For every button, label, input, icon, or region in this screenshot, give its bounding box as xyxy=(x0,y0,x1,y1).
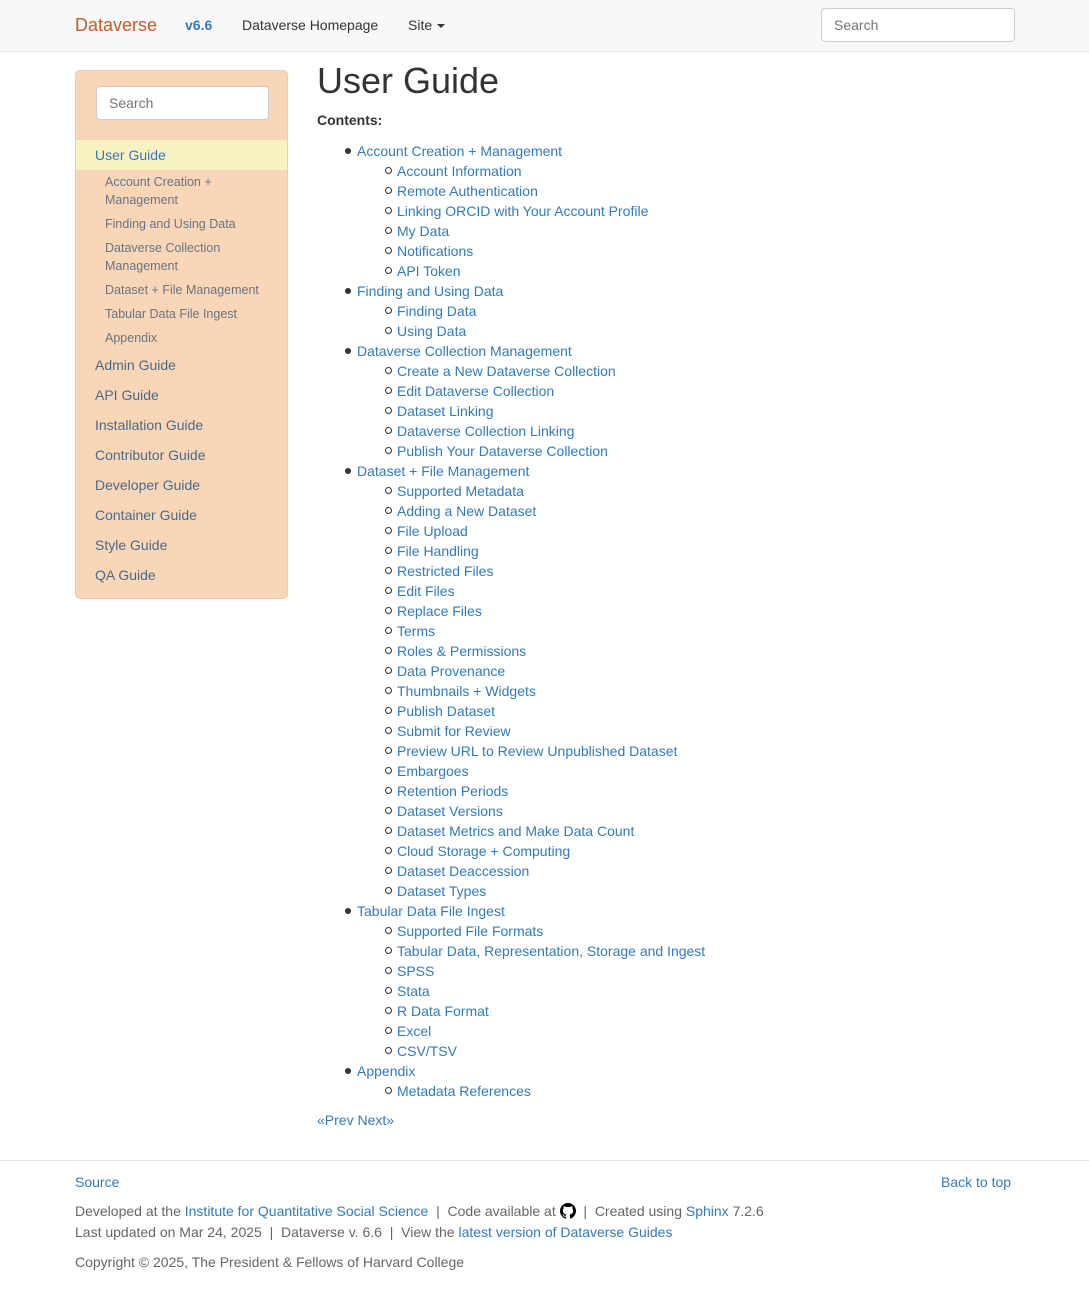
toc-subitem xyxy=(357,821,917,841)
brand-link[interactable]: Dataverse xyxy=(75,15,158,35)
footer-divider xyxy=(0,1160,1089,1161)
toc-subitem xyxy=(357,921,917,941)
toc-subitem-link[interactable]: Dataset Versions xyxy=(397,801,917,821)
top-navbar xyxy=(0,0,1089,52)
toc-subitem-link[interactable]: Preview URL to Review Unpublished Dataset xyxy=(397,741,917,761)
toc-subitem-link[interactable]: Edit Dataverse Collection xyxy=(397,381,917,401)
copyright: Copyright © 2025, The President & Fellows of Harvard College xyxy=(75,1254,465,1270)
toc-subitem-link[interactable]: Publish Your Dataverse Collection xyxy=(397,441,917,461)
toc-subitem xyxy=(357,501,917,521)
created-using-text: Created using xyxy=(594,1203,682,1219)
toc-subitem xyxy=(357,981,917,1001)
sidebar-subitem-finding-data[interactable]: Finding and Using Data xyxy=(105,217,236,231)
version-link[interactable]: v6.6 xyxy=(185,17,213,33)
toc-subitem-link[interactable]: Account Information xyxy=(397,161,917,181)
toc-subitem xyxy=(357,801,917,821)
toc-subitem xyxy=(357,541,917,561)
toc-subitem-link[interactable]: Restricted Files xyxy=(397,561,917,581)
github-icon xyxy=(560,1203,576,1219)
toc-subitem-link[interactable]: Stata xyxy=(397,981,917,1001)
sidebar-subitem-account-creation[interactable]: Account Creation + Management xyxy=(105,175,212,207)
code-available-text: Code available at xyxy=(447,1203,556,1219)
next-link[interactable]: Next» xyxy=(357,1112,395,1128)
toc-sublist xyxy=(357,161,917,281)
separator: | xyxy=(269,1224,274,1240)
toc-sublist xyxy=(357,1081,917,1101)
toc-subitem xyxy=(357,401,917,421)
toc-section xyxy=(317,1061,917,1101)
sidebar-subitem-appendix[interactable]: Appendix xyxy=(105,331,158,345)
toc-sublist xyxy=(357,921,917,1061)
site-menu-dropdown[interactable] xyxy=(408,17,445,33)
toc-subitem-link[interactable]: My Data xyxy=(397,221,917,241)
toc-subitem-link[interactable]: Finding Data xyxy=(397,301,917,321)
toc-subitem-link[interactable]: Edit Files xyxy=(397,581,917,601)
toc-subitem-link[interactable]: Supported Metadata xyxy=(397,481,917,501)
toc-section xyxy=(317,141,917,281)
contents-label: Contents: xyxy=(317,112,383,128)
github-link[interactable] xyxy=(560,1203,576,1219)
site-menu-label: Site xyxy=(408,17,433,33)
toc-subitem-link[interactable]: SPSS xyxy=(397,961,917,981)
toc-subitem-link[interactable]: CSV/TSV xyxy=(397,1041,917,1061)
toc-subitem xyxy=(357,221,917,241)
iqss-link[interactable]: Institute for Quantitative Social Science xyxy=(184,1203,429,1219)
toc-sublist xyxy=(357,301,917,341)
table-of-contents xyxy=(317,141,917,1101)
back-to-top-link[interactable]: Back to top xyxy=(941,1174,1012,1190)
toc-subitem xyxy=(357,441,917,461)
toc-sublist xyxy=(357,481,917,901)
toc-subitem-link[interactable]: Embargoes xyxy=(397,761,917,781)
source-link[interactable]: Source xyxy=(75,1174,120,1190)
toc-subitem xyxy=(357,961,917,981)
separator: | xyxy=(389,1224,394,1240)
toc-subitem xyxy=(357,641,917,661)
toc-section-link[interactable]: Dataset + File Management xyxy=(357,461,917,481)
sidebar-item-developer-guide[interactable]: Developer Guide xyxy=(95,477,201,493)
toc-section xyxy=(317,281,917,341)
sphinx-link[interactable]: Sphinx xyxy=(685,1203,729,1219)
sidebar-search-input[interactable] xyxy=(96,86,269,120)
footer-credits xyxy=(75,1203,764,1219)
sidebar-item-qa-guide[interactable]: QA Guide xyxy=(95,567,156,583)
toc-section xyxy=(317,901,917,1061)
toc-subitem-link[interactable]: Data Provenance xyxy=(397,661,917,681)
toc-subitem-link[interactable]: Notifications xyxy=(397,241,917,261)
toc-section xyxy=(317,341,917,461)
toc-subitem xyxy=(357,301,917,321)
caret-down-icon xyxy=(437,24,445,28)
sidebar-subitem-tabular-ingest[interactable]: Tabular Data File Ingest xyxy=(105,307,238,321)
toc-subitem-link[interactable]: Replace Files xyxy=(397,601,917,621)
toc-subitem xyxy=(357,861,917,881)
sidebar-item-contributor-guide[interactable]: Contributor Guide xyxy=(95,447,206,463)
toc-subitem xyxy=(357,841,917,861)
sidebar-subitem-collection-management[interactable]: Dataverse Collection Management xyxy=(105,241,221,273)
toc-subitem xyxy=(357,941,917,961)
toc-subitem xyxy=(357,361,917,381)
toc-subitem xyxy=(357,321,917,341)
toc-subitem xyxy=(357,601,917,621)
sidebar-item-installation-guide[interactable]: Installation Guide xyxy=(95,417,204,433)
toc-subitem-link[interactable]: File Upload xyxy=(397,521,917,541)
toc-subitem-link[interactable]: R Data Format xyxy=(397,1001,917,1021)
toc-subitem xyxy=(357,741,917,761)
dataverse-homepage-link[interactable]: Dataverse Homepage xyxy=(242,17,379,33)
view-the-text: View the xyxy=(401,1224,455,1240)
toc-subitem xyxy=(357,381,917,401)
toc-subitem xyxy=(357,761,917,781)
toc-subitem xyxy=(357,181,917,201)
toc-section-link[interactable]: Account Creation + Management xyxy=(357,141,917,161)
sidebar-item-admin-guide[interactable]: Admin Guide xyxy=(95,357,176,373)
prev-link[interactable]: «Prev xyxy=(317,1112,354,1128)
toc-subitem-link[interactable]: Dataverse Collection Linking xyxy=(397,421,917,441)
toc-subitem xyxy=(357,721,917,741)
separator: | xyxy=(436,1203,440,1219)
separator: | xyxy=(583,1203,588,1219)
toc-subitem-link[interactable]: Tabular Data, Representation, Storage and Ingest xyxy=(397,941,917,961)
toc-subitem-link[interactable]: Dataset Types xyxy=(397,881,917,901)
toc-subitem-link[interactable]: Terms xyxy=(397,621,917,641)
toc-subitem xyxy=(357,1081,917,1101)
sidebar-item-user-guide[interactable]: User Guide xyxy=(76,140,287,170)
sidebar-subitem-dataset-file-management[interactable]: Dataset + File Management xyxy=(105,283,259,297)
dataverse-version-text: Dataverse v. 6.6 xyxy=(281,1224,382,1240)
toc-subitem xyxy=(357,421,917,441)
toc-subitem xyxy=(357,561,917,581)
toc-subitem xyxy=(357,661,917,681)
toc-list xyxy=(317,141,917,1101)
toc-subitem xyxy=(357,1041,917,1061)
toc-subitem xyxy=(357,201,917,221)
toc-subitem xyxy=(357,161,917,181)
toc-subitem xyxy=(357,241,917,261)
pager xyxy=(317,1112,394,1128)
toc-subitem xyxy=(357,1001,917,1021)
sidebar-item-api-guide[interactable]: API Guide xyxy=(95,387,159,403)
toc-subitem xyxy=(357,701,917,721)
toc-subitem-link[interactable]: File Handling xyxy=(397,541,917,561)
toc-subitem-link[interactable]: Publish Dataset xyxy=(397,701,917,721)
toc-subitem xyxy=(357,581,917,601)
toc-section xyxy=(317,461,917,901)
latest-guides-link[interactable]: latest version of Dataverse Guides xyxy=(458,1224,673,1240)
toc-subitem xyxy=(357,481,917,501)
sphinx-version: 7.2.6 xyxy=(732,1203,764,1219)
toc-subitem-link[interactable]: Using Data xyxy=(397,321,917,341)
sidebar-item-style-guide[interactable]: Style Guide xyxy=(95,537,168,553)
toc-subitem xyxy=(357,621,917,641)
page-title: User Guide xyxy=(317,60,500,101)
toc-subitem xyxy=(357,681,917,701)
toc-subitem-link[interactable]: Remote Authentication xyxy=(397,181,917,201)
footer-version-info xyxy=(75,1224,672,1240)
toc-subitem-link[interactable]: Dataset Deaccession xyxy=(397,861,917,881)
toc-sublist xyxy=(357,361,917,461)
sidebar-item-container-guide[interactable]: Container Guide xyxy=(95,507,197,523)
toc-subitem-link[interactable]: Cloud Storage + Computing xyxy=(397,841,917,861)
toc-subitem xyxy=(357,261,917,281)
toc-subitem xyxy=(357,881,917,901)
toc-subitem-link[interactable]: Dataset Metrics and Make Data Count xyxy=(397,821,917,841)
toc-subitem-link[interactable]: Supported File Formats xyxy=(397,921,917,941)
toc-section-link[interactable]: Tabular Data File Ingest xyxy=(357,901,917,921)
toc-subitem-link[interactable]: Create a New Dataverse Collection xyxy=(397,361,917,381)
toc-subitem-link[interactable]: API Token xyxy=(397,261,917,281)
developed-at-text: Developed at the xyxy=(75,1203,181,1219)
toc-section-link[interactable]: Finding and Using Data xyxy=(357,281,917,301)
toc-subitem-link[interactable]: Metadata References xyxy=(397,1081,917,1101)
toc-subitem xyxy=(357,781,917,801)
toc-subitem-link[interactable]: Roles & Permissions xyxy=(397,641,917,661)
navbar-search-input[interactable] xyxy=(821,8,1015,42)
toc-subitem-link[interactable]: Linking ORCID with Your Account Profile xyxy=(397,201,917,221)
toc-subitem xyxy=(357,521,917,541)
toc-subitem-link[interactable]: Dataset Linking xyxy=(397,401,917,421)
last-updated-text: Last updated on Mar 24, 2025 xyxy=(75,1224,262,1240)
toc-subitem-link[interactable]: Thumbnails + Widgets xyxy=(397,681,917,701)
toc-subitem-link[interactable]: Adding a New Dataset xyxy=(397,501,917,521)
toc-section-link[interactable]: Dataverse Collection Management xyxy=(357,341,917,361)
toc-subitem xyxy=(357,1021,917,1041)
toc-subitem-link[interactable]: Retention Periods xyxy=(397,781,917,801)
toc-section-link[interactable]: Appendix xyxy=(357,1061,917,1081)
sidebar xyxy=(75,70,288,599)
toc-subitem-link[interactable]: Submit for Review xyxy=(397,721,917,741)
toc-subitem-link[interactable]: Excel xyxy=(397,1021,917,1041)
